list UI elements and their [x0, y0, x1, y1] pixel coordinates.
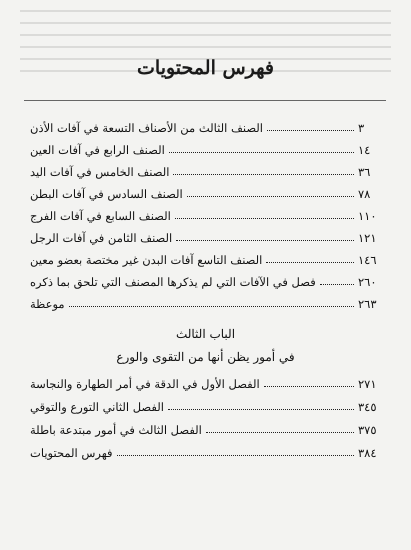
toc-entry-label: الصنف الخامس في آفات اليد: [30, 165, 170, 179]
toc-entry-page: ١٤: [358, 143, 371, 157]
toc-entry: [30, 249, 380, 267]
toc-entry-page: ٧٨: [358, 187, 371, 201]
dot-leader: [168, 409, 354, 410]
dot-leader: [169, 152, 354, 153]
toc-entry-page: ١٢١: [358, 231, 377, 245]
toc-entry-page: ٣٦: [358, 165, 371, 179]
dot-leader: [173, 174, 354, 175]
dot-leader: [266, 262, 354, 263]
toc-entry-page: ٣٤٥: [358, 400, 377, 414]
chapter-heading: الباب الثالث: [175, 327, 236, 341]
toc-entry-page: ٣٧٥: [358, 423, 377, 437]
toc-entry: [30, 293, 380, 311]
toc-entry-label: الفصل الثاني التورع والتوقي: [30, 400, 164, 414]
toc-entry-label: موعظة: [30, 297, 65, 311]
toc-entry: [30, 373, 380, 391]
toc-entry: [30, 227, 380, 245]
dot-leader: [175, 218, 354, 219]
toc-entry-label: الفصل الأول في الدقة في أمر الطهارة والنجاسة: [30, 377, 260, 391]
toc-entry-label: الصنف الثالث من الأصناف التسعة في آفات الأذن: [30, 121, 263, 135]
dot-leader: [117, 455, 354, 456]
dot-leader: [264, 386, 354, 387]
page-title: فهرس المحتويات: [137, 57, 274, 79]
dot-leader: [187, 196, 354, 197]
toc-entry-label: الفصل الثالث في أمور مبتدعة باطلة: [30, 423, 202, 437]
toc-entry-label: فهرس المحتويات: [30, 446, 113, 460]
toc-entry-label: الصنف السابع في آفات الفرج: [30, 209, 171, 223]
dot-leader: [206, 432, 354, 433]
toc-entry-label: الصنف التاسع آفات البدن غير مختصة بعضو معين: [30, 253, 263, 267]
toc-entry-page: ٣٨٤: [358, 446, 377, 460]
toc-entry-label: الصنف الرابع في آفات العين: [30, 143, 165, 157]
dot-leader: [69, 306, 354, 307]
toc-entry-page: ٢٦٠: [358, 275, 377, 289]
toc-entry: [30, 271, 380, 289]
toc-entry: [30, 442, 380, 460]
dot-leader: [320, 284, 354, 285]
toc-entry-page: ٣: [358, 121, 365, 135]
dot-leader: [176, 240, 354, 241]
toc-entry-label: الصنف السادس في آفات البطن: [30, 187, 183, 201]
toc-entry: [30, 205, 380, 223]
dot-leader: [267, 130, 354, 131]
toc-entry-page: ١٤٦: [358, 253, 377, 267]
toc-entry: [30, 161, 380, 179]
toc-entry: [30, 139, 380, 157]
toc-entry-page: ١١٠: [358, 209, 377, 223]
toc-entry: [30, 117, 380, 135]
toc-entry: [30, 396, 380, 414]
toc-entry-page: ٢٦٣: [358, 297, 377, 311]
toc-entry: [30, 419, 380, 437]
chapter-subtitle: في أمور يظن أنها من التقوى والورع: [116, 350, 295, 364]
toc-entry-label: الصنف الثامن في آفات الرجل: [30, 231, 173, 245]
toc-entry-label: فصل في الآفات التي لم يذكرها المصنف التي تلحق بما ذكره: [30, 275, 316, 289]
toc-entry: [30, 183, 380, 201]
toc-entry-page: ٢٧١: [358, 377, 377, 391]
